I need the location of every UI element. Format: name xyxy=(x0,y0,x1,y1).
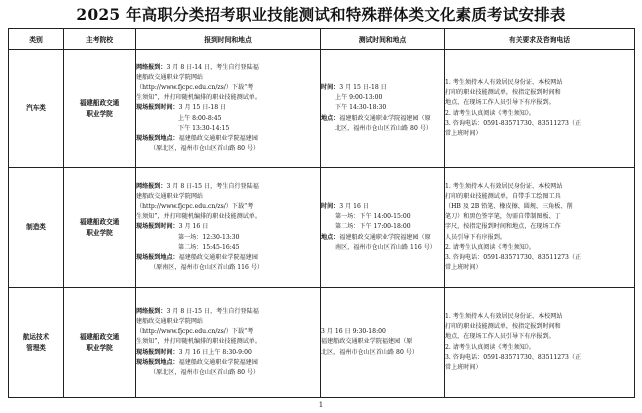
line-text: 福建船政交通职业学院福建园 xyxy=(178,135,258,142)
text-line xyxy=(136,93,320,103)
line-text: 3 月 16 日 xyxy=(178,223,209,231)
test-cell xyxy=(321,168,445,288)
text-line xyxy=(136,368,320,378)
line-text: 3 月 16 日 9:30-18:00 xyxy=(321,328,386,336)
text-line xyxy=(321,114,444,124)
line-text: 第一场：12:30-13:30 xyxy=(178,233,240,241)
school-line: 福建船政交通 xyxy=(79,98,120,107)
text-line xyxy=(136,243,320,253)
line-text: （原南区，福州市仓山区首山路 116 号） xyxy=(150,264,264,272)
line-text: 建船政交通职业学院网站 xyxy=(136,317,204,325)
line-text: 3 月 16 日 xyxy=(339,202,369,210)
line-label: 地点： xyxy=(321,233,340,241)
schedule-table xyxy=(8,28,635,398)
line-label: 现场报到时间： xyxy=(136,348,179,356)
text-line: 地点，在现场工作人员引导下有序报到。 xyxy=(445,333,555,341)
line-text: （原北区，福州市仓山区首山路 80 号） xyxy=(150,145,260,153)
line-text: 第一场：下午 14:00-15:00 xyxy=(335,213,411,221)
line-text: （原北区，福州市仓山区首山路 80 号） xyxy=(150,369,260,376)
text-line: 打印的职业技能测试单，按指定报到时间和 xyxy=(445,323,561,331)
line-text: 第二场：15:45-16:45 xyxy=(178,243,240,251)
text-line xyxy=(136,114,320,124)
line-text: 福建船政交通职业学院福建园（原 xyxy=(339,114,431,122)
text-line xyxy=(321,202,444,212)
line-text: 建船政交通职业学院网站 xyxy=(136,73,204,81)
line-text: 南区，福州市仓山区首山路 116 号） xyxy=(335,243,436,251)
text-line: 常上班时间） xyxy=(445,363,482,371)
text-line: 人员引导下有序报到。 xyxy=(445,233,506,241)
text-line: 1. 考生须持本人有效居民身份证、本校网站 xyxy=(445,312,563,320)
test-cell xyxy=(321,288,445,398)
line-text: 3 月 8 日-15 日，考生自行登陆福 xyxy=(166,307,259,315)
text-line xyxy=(136,73,320,83)
text-line: 2. 请考生认真阅读《考生须知》。 xyxy=(445,343,536,351)
school-line: 职业学院 xyxy=(86,228,113,237)
line-text: 3 月 8 日-15 日，考生自行登陆福 xyxy=(166,182,259,190)
text-line xyxy=(136,317,320,327)
line-text: （http://www.fjcpc.edu.cn/zs/）下载“考 xyxy=(136,83,254,91)
table-header-row xyxy=(9,29,635,50)
table-row xyxy=(9,168,635,288)
category-line: 管理类 xyxy=(26,343,46,352)
line-label: 时间： xyxy=(321,202,340,210)
line-text: 建船政交通职业学院网站 xyxy=(136,192,204,200)
text-line: 地点，在现场工作人员引导下有序报到。 xyxy=(445,99,555,107)
header-school: 主考院校 xyxy=(64,29,136,50)
line-text: 生须知”，并打印随机编排的职业技能测试单。 xyxy=(136,338,261,346)
text-line xyxy=(136,263,320,273)
page-number: 1 xyxy=(318,401,324,409)
line-text: 上午 9:00-13:00 xyxy=(335,94,383,102)
text-line xyxy=(321,222,444,232)
school-line: 福建船政交通 xyxy=(79,217,120,226)
line-text: 北区，福州市仓山区首山路 80 号） xyxy=(335,124,432,132)
line-label: 现场报到地点： xyxy=(136,135,179,142)
category-cell xyxy=(9,288,64,398)
line-text: 第二场：下午 17:00-18:00 xyxy=(335,223,411,231)
text-line xyxy=(136,348,320,358)
text-line xyxy=(321,212,444,222)
text-line xyxy=(136,192,320,202)
text-line: 常上班时间） xyxy=(445,264,482,272)
test-cell xyxy=(321,50,445,168)
text-line xyxy=(321,124,444,134)
text-line xyxy=(136,233,320,243)
text-line: 2. 请考生认真阅读《考生须知》。 xyxy=(445,243,536,251)
text-line: 1. 考生须持本人有效居民身份证、本校网站 xyxy=(445,78,563,86)
table-row xyxy=(9,288,635,398)
notes-cell xyxy=(445,50,635,168)
registration-cell xyxy=(136,50,321,168)
text-line xyxy=(136,307,320,317)
line-text: 福建船政交通职业学院福建园 xyxy=(178,254,258,261)
line-label: 地点： xyxy=(321,114,340,122)
text-line xyxy=(321,233,444,243)
text-line xyxy=(321,243,444,253)
notes-cell xyxy=(445,288,635,398)
text-line xyxy=(321,103,444,113)
line-label: 时间： xyxy=(321,83,340,91)
school-line: 职业学院 xyxy=(86,109,113,118)
text-line: 3. 咨询电话：0591-83571730、83511273（正 xyxy=(445,119,582,127)
table-row xyxy=(9,50,635,168)
text-line: 打印的职业技能测试单，自带手工绘图工具 xyxy=(445,192,561,200)
text-line xyxy=(136,182,320,192)
line-label: 现场报到地点： xyxy=(136,254,179,261)
line-text: 福建船政交通职业学院福建园（原 xyxy=(321,338,413,346)
line-text: 生须知”，并打印随机编排的职业技能测试单。 xyxy=(136,213,261,221)
text-line xyxy=(136,337,320,347)
line-label: 网络报到： xyxy=(136,307,167,315)
registration-cell xyxy=(136,168,321,288)
text-line xyxy=(136,358,320,368)
line-label: 网络报到： xyxy=(136,63,167,71)
text-line: 打印的职业技能测试单，按指定报到时间和 xyxy=(445,89,561,97)
text-line xyxy=(136,83,320,93)
text-line xyxy=(321,83,444,93)
school-cell xyxy=(64,50,136,168)
text-line xyxy=(321,337,444,347)
school-line: 职业学院 xyxy=(86,343,113,352)
header-category: 类别 xyxy=(9,29,64,50)
line-label: 现场报到地点： xyxy=(136,358,179,366)
line-text: 3 月 15 日-18 日 xyxy=(339,83,387,91)
text-line xyxy=(321,327,444,337)
line-text: 下午 13:30-14:15 xyxy=(178,124,230,132)
line-text: （http://www.fjcpc.edu.cn/zs/）下载“考 xyxy=(136,328,254,336)
text-line xyxy=(321,348,444,358)
line-label: 现场报到时间： xyxy=(136,223,179,231)
category-cell: 汽车类 xyxy=(9,50,64,168)
text-line xyxy=(136,222,320,232)
text-line xyxy=(321,93,444,103)
category-line: 航运技术 xyxy=(22,332,50,341)
line-text: 福建船政交通职业学院福建园 xyxy=(178,358,258,366)
registration-cell xyxy=(136,288,321,398)
line-text: 3 月 15 日-18 日 xyxy=(178,104,227,112)
text-line xyxy=(136,63,320,73)
line-text: 下午 14:30-18:30 xyxy=(335,104,387,112)
line-text: 3 月 8 日-14 日，考生自行登陆福 xyxy=(166,63,259,71)
text-line xyxy=(136,327,320,337)
category-cell: 制造类 xyxy=(9,168,64,288)
text-line xyxy=(136,202,320,212)
line-text: 上午 8:00-8:45 xyxy=(178,114,222,122)
text-line xyxy=(136,144,320,154)
line-text: 生须知”，并打印随机编排的职业技能测试单。 xyxy=(136,94,261,102)
text-line xyxy=(136,103,320,113)
text-line: 2. 请考生认真阅读《考生须知》。 xyxy=(445,109,536,117)
school-line: 福建船政交通 xyxy=(79,332,120,341)
line-label: 网络报到： xyxy=(136,182,167,190)
text-line xyxy=(136,134,320,144)
text-line xyxy=(136,124,320,134)
text-line: 字尺，按指定报到时间和地点，在现场工作 xyxy=(445,223,561,231)
text-line: 常上班时间） xyxy=(445,129,482,137)
page-title: 2025 年高职分类招考职业技能测试和特殊群体类文化素质考试安排表 xyxy=(76,5,566,24)
text-line: 3. 咨询电话：0591-83571730、83511273（正 xyxy=(445,254,582,261)
text-line xyxy=(136,253,320,263)
text-line: 1. 考生须持本人有效居民身份证、本校网站 xyxy=(445,182,563,190)
line-text: 北区，福州市仓山区首山路 80 号） xyxy=(321,348,418,356)
text-line: 笔刀）和黑色签字笔，勿需自带制图板、丁 xyxy=(445,213,561,221)
header-registration: 报到时间和地点 xyxy=(136,29,321,50)
line-text: 3 月 16 日上午 8:30-9:00 xyxy=(178,348,252,356)
line-label: 现场报到时间： xyxy=(136,104,179,112)
notes-cell xyxy=(445,168,635,288)
text-line: 3. 咨询电话：0591-83571730、83511273（正 xyxy=(445,353,582,361)
text-line xyxy=(136,212,320,222)
line-text: （http://www.fjcpc.edu.cn/zs/）下载“考 xyxy=(136,202,254,210)
header-notes: 有关要求及咨询电话 xyxy=(445,29,635,50)
text-line: （HB 及 2B 铅笔、橡皮擦、圆规、三角板、削 xyxy=(445,202,573,210)
school-cell xyxy=(64,168,136,288)
header-test: 测试时间和地点 xyxy=(321,29,445,50)
line-text: 福建船政交通职业学院福建园（原 xyxy=(339,233,431,241)
school-cell xyxy=(64,288,136,398)
